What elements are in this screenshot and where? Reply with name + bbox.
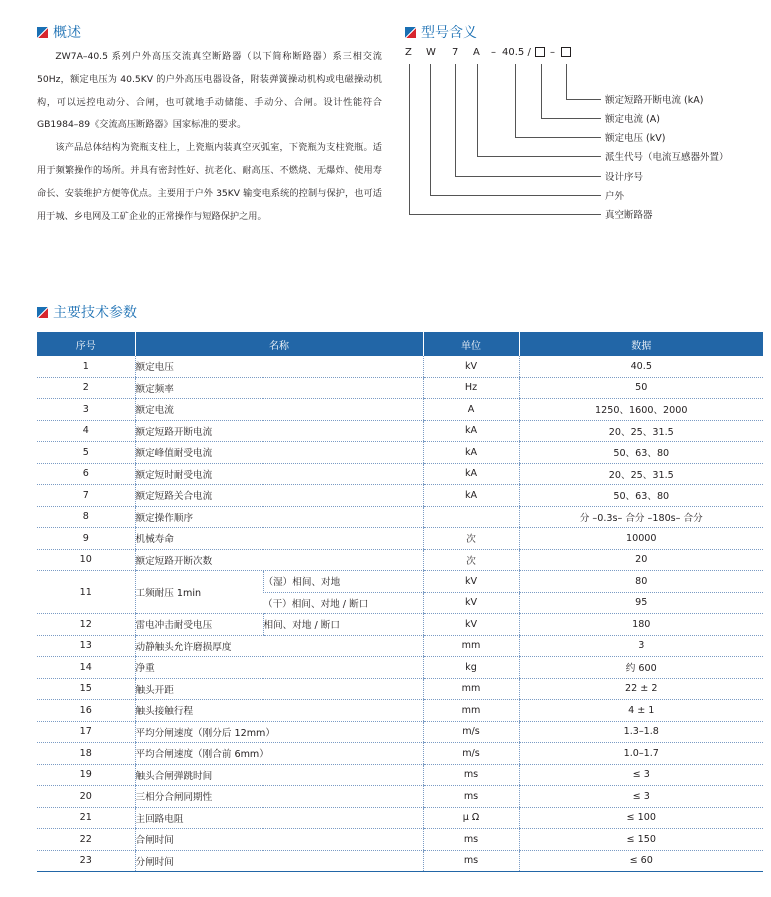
row-unit: mm: [423, 678, 519, 700]
row-number: 17: [37, 721, 135, 743]
row-number: 4: [37, 420, 135, 442]
row-value: ≤ 3: [519, 764, 763, 786]
row-unit: kA: [423, 463, 519, 485]
row-number: 13: [37, 635, 135, 657]
row-number: 2: [37, 377, 135, 399]
code-char-w: W: [426, 47, 436, 58]
row-unit: Hz: [423, 377, 519, 399]
row-name: 额定电流: [135, 399, 423, 421]
row-number: 10: [37, 549, 135, 571]
row-unit: kA: [423, 485, 519, 507]
row-number: 8: [37, 506, 135, 528]
row-value: 80: [519, 571, 763, 593]
row-value: ≤ 150: [519, 829, 763, 851]
row-unit: kV: [423, 614, 519, 636]
row-value: 1.0–1.7: [519, 743, 763, 765]
label-breaking-current: 额定短路开断电流 (kA): [605, 95, 704, 106]
code-dash-2: –: [550, 47, 555, 58]
table-row: [37, 442, 763, 464]
overview-heading: [37, 22, 81, 42]
table-header-row: [37, 332, 763, 356]
table-row: [37, 743, 763, 765]
overview-paragraph: 该产品总体结构为瓷瓶支柱上，上瓷瓶内装真空灭弧室，下瓷瓶为支柱瓷瓶。适用于频繁操作的场所。并具有密封性好、抗老化、耐高压、不燃烧、无爆炸、使用寿命长、安装维护方便等优点。主要用于户外 35KV 输变电系统的控制与保护，也可适用于城、乡电网及工矿企业的正常操作与短路保护之用。: [37, 142, 382, 222]
flag-icon: [37, 27, 48, 38]
row-value: 分 –0.3s– 合分 –180s– 合分: [519, 506, 763, 528]
row-value: 50: [519, 377, 763, 399]
row-name: 额定电压: [135, 356, 423, 377]
row-name: 三相分合闸同期性: [135, 786, 423, 808]
table-row: [37, 356, 763, 377]
table-row: [37, 807, 763, 829]
row-value: 22 ± 2: [519, 678, 763, 700]
label-rated-current: 额定电流 (A): [605, 114, 660, 125]
row-condition: 相间、对地 / 断口: [263, 614, 423, 636]
overview-paragraph: ZW7A–40.5 系列户外高压交流真空断路器（以下简称断路器）系三相交流 50Hz，额定电压为 40.5KV 的户外高压电器设备，附装弹簧操动机构或电磁操动机构，可以远控电动分、合闸，也可就地手动储能、手动分、合闸。设计性能符合 GB1984–89《交流高压断路器》国家标准的要求。: [37, 51, 382, 131]
row-value: 20: [519, 549, 763, 571]
header-no: 序号: [37, 332, 135, 356]
row-unit: A: [423, 399, 519, 421]
model-diagram: [405, 40, 765, 240]
row-value: 3: [519, 635, 763, 657]
row-value: 1250、1600、2000: [519, 399, 763, 421]
row-value: 10000: [519, 528, 763, 550]
code-char-z: Z: [405, 47, 412, 58]
row-unit: ms: [423, 850, 519, 872]
header-unit: 单位: [423, 332, 519, 356]
row-unit: kV: [423, 571, 519, 593]
row-unit: mm: [423, 635, 519, 657]
row-value: 4 ± 1: [519, 700, 763, 722]
row-number: 12: [37, 614, 135, 636]
row-name: 平均合闸速度（刚合前 6mm）: [135, 743, 423, 765]
code-char-7: 7: [452, 47, 459, 58]
code-char-a: A: [473, 47, 480, 58]
row-unit: 次: [423, 549, 519, 571]
row-name: 额定短时耐受电流: [135, 463, 423, 485]
label-design-number: 设计序号: [605, 172, 644, 183]
table-row: [37, 829, 763, 851]
row-number: 16: [37, 700, 135, 722]
code-box-current: [535, 47, 545, 59]
flag-icon: [405, 27, 416, 38]
table-row: [37, 571, 763, 593]
row-value: ≤ 100: [519, 807, 763, 829]
label-vacuum-breaker: 真空断路器: [605, 210, 653, 221]
table-row: [37, 721, 763, 743]
row-value: 1.3–1.8: [519, 721, 763, 743]
row-name: 合闸时间: [135, 829, 423, 851]
row-name: 额定操作顺序: [135, 506, 423, 528]
row-name: 触头开距: [135, 678, 423, 700]
code-box-breaking: [561, 47, 571, 59]
table-row: [37, 399, 763, 421]
table-row: [37, 485, 763, 507]
table-row: [37, 786, 763, 808]
row-number: 15: [37, 678, 135, 700]
row-value: 50、63、80: [519, 442, 763, 464]
table-row: [37, 506, 763, 528]
row-value: 180: [519, 614, 763, 636]
specs-table: [37, 332, 763, 872]
row-name: 额定短路开断电流: [135, 420, 423, 442]
table-row: [37, 614, 763, 636]
specs-title: 主要技术参数: [53, 305, 137, 321]
row-number: 14: [37, 657, 135, 679]
label-derivative-code: 派生代号（电流互感器外置）: [605, 152, 729, 163]
table-row: [37, 850, 763, 872]
row-name: 额定频率: [135, 377, 423, 399]
model-title: 型号含义: [421, 25, 477, 41]
row-condition: （干）相间、对地 / 断口: [263, 592, 423, 614]
table-row: [37, 678, 763, 700]
overview-title: 概述: [53, 25, 81, 41]
row-unit: kV: [423, 592, 519, 614]
row-number: 6: [37, 463, 135, 485]
row-value: 50、63、80: [519, 485, 763, 507]
row-name: 动静触头允许磨损厚度: [135, 635, 423, 657]
row-unit: kV: [423, 356, 519, 377]
row-unit: kA: [423, 442, 519, 464]
row-unit: m/s: [423, 743, 519, 765]
table-row: [37, 528, 763, 550]
row-number: 3: [37, 399, 135, 421]
row-number: 5: [37, 442, 135, 464]
row-name: 额定峰值耐受电流: [135, 442, 423, 464]
row-name: 主回路电阻: [135, 807, 423, 829]
row-number: 11: [37, 571, 135, 614]
table-row: [37, 635, 763, 657]
row-unit: m/s: [423, 721, 519, 743]
row-name: 机械寿命: [135, 528, 423, 550]
row-name: 触头接触行程: [135, 700, 423, 722]
row-name: 净重: [135, 657, 423, 679]
row-unit: mm: [423, 700, 519, 722]
table-row: [37, 549, 763, 571]
row-number: 1: [37, 356, 135, 377]
model-heading: [405, 22, 477, 42]
table-row: [37, 657, 763, 679]
row-name: 平均分闸速度（刚分后 12mm）: [135, 721, 423, 743]
row-unit: ms: [423, 829, 519, 851]
row-value: 95: [519, 592, 763, 614]
code-dash: –: [491, 47, 496, 58]
table-row: [37, 420, 763, 442]
row-value: 约 600: [519, 657, 763, 679]
row-value: 40.5: [519, 356, 763, 377]
row-condition: （湿）相间、对地: [263, 571, 423, 593]
specs-heading: [37, 302, 137, 322]
label-rated-voltage: 额定电压 (kV): [605, 133, 666, 144]
row-unit: kg: [423, 657, 519, 679]
overview-text: [37, 46, 382, 228]
table-row: [37, 377, 763, 399]
row-name: 触头合闸弹跳时间: [135, 764, 423, 786]
row-unit: 次: [423, 528, 519, 550]
header-value: 数据: [519, 332, 763, 356]
row-value: ≤ 3: [519, 786, 763, 808]
row-number: 7: [37, 485, 135, 507]
row-value: 20、25、31.5: [519, 420, 763, 442]
row-name: 雷电冲击耐受电压: [135, 614, 263, 636]
row-name: 额定短路关合电流: [135, 485, 423, 507]
row-number: 19: [37, 764, 135, 786]
row-unit: ms: [423, 786, 519, 808]
row-value: 20、25、31.5: [519, 463, 763, 485]
row-number: 18: [37, 743, 135, 765]
flag-icon: [37, 307, 48, 318]
row-name: 工频耐压 1min: [135, 571, 263, 614]
row-number: 9: [37, 528, 135, 550]
table-row: [37, 700, 763, 722]
row-unit: μ Ω: [423, 807, 519, 829]
row-number: 23: [37, 850, 135, 872]
row-number: 22: [37, 829, 135, 851]
row-unit: [423, 506, 519, 528]
row-value: ≤ 60: [519, 850, 763, 872]
label-outdoor: 户外: [605, 191, 625, 202]
code-voltage: 40.5 /: [502, 47, 531, 58]
table-row: [37, 764, 763, 786]
row-name: 分闸时间: [135, 850, 423, 872]
header-name: 名称: [135, 332, 423, 356]
row-unit: kA: [423, 420, 519, 442]
row-number: 21: [37, 807, 135, 829]
row-name: 额定短路开断次数: [135, 549, 423, 571]
row-unit: ms: [423, 764, 519, 786]
row-number: 20: [37, 786, 135, 808]
table-row: [37, 463, 763, 485]
